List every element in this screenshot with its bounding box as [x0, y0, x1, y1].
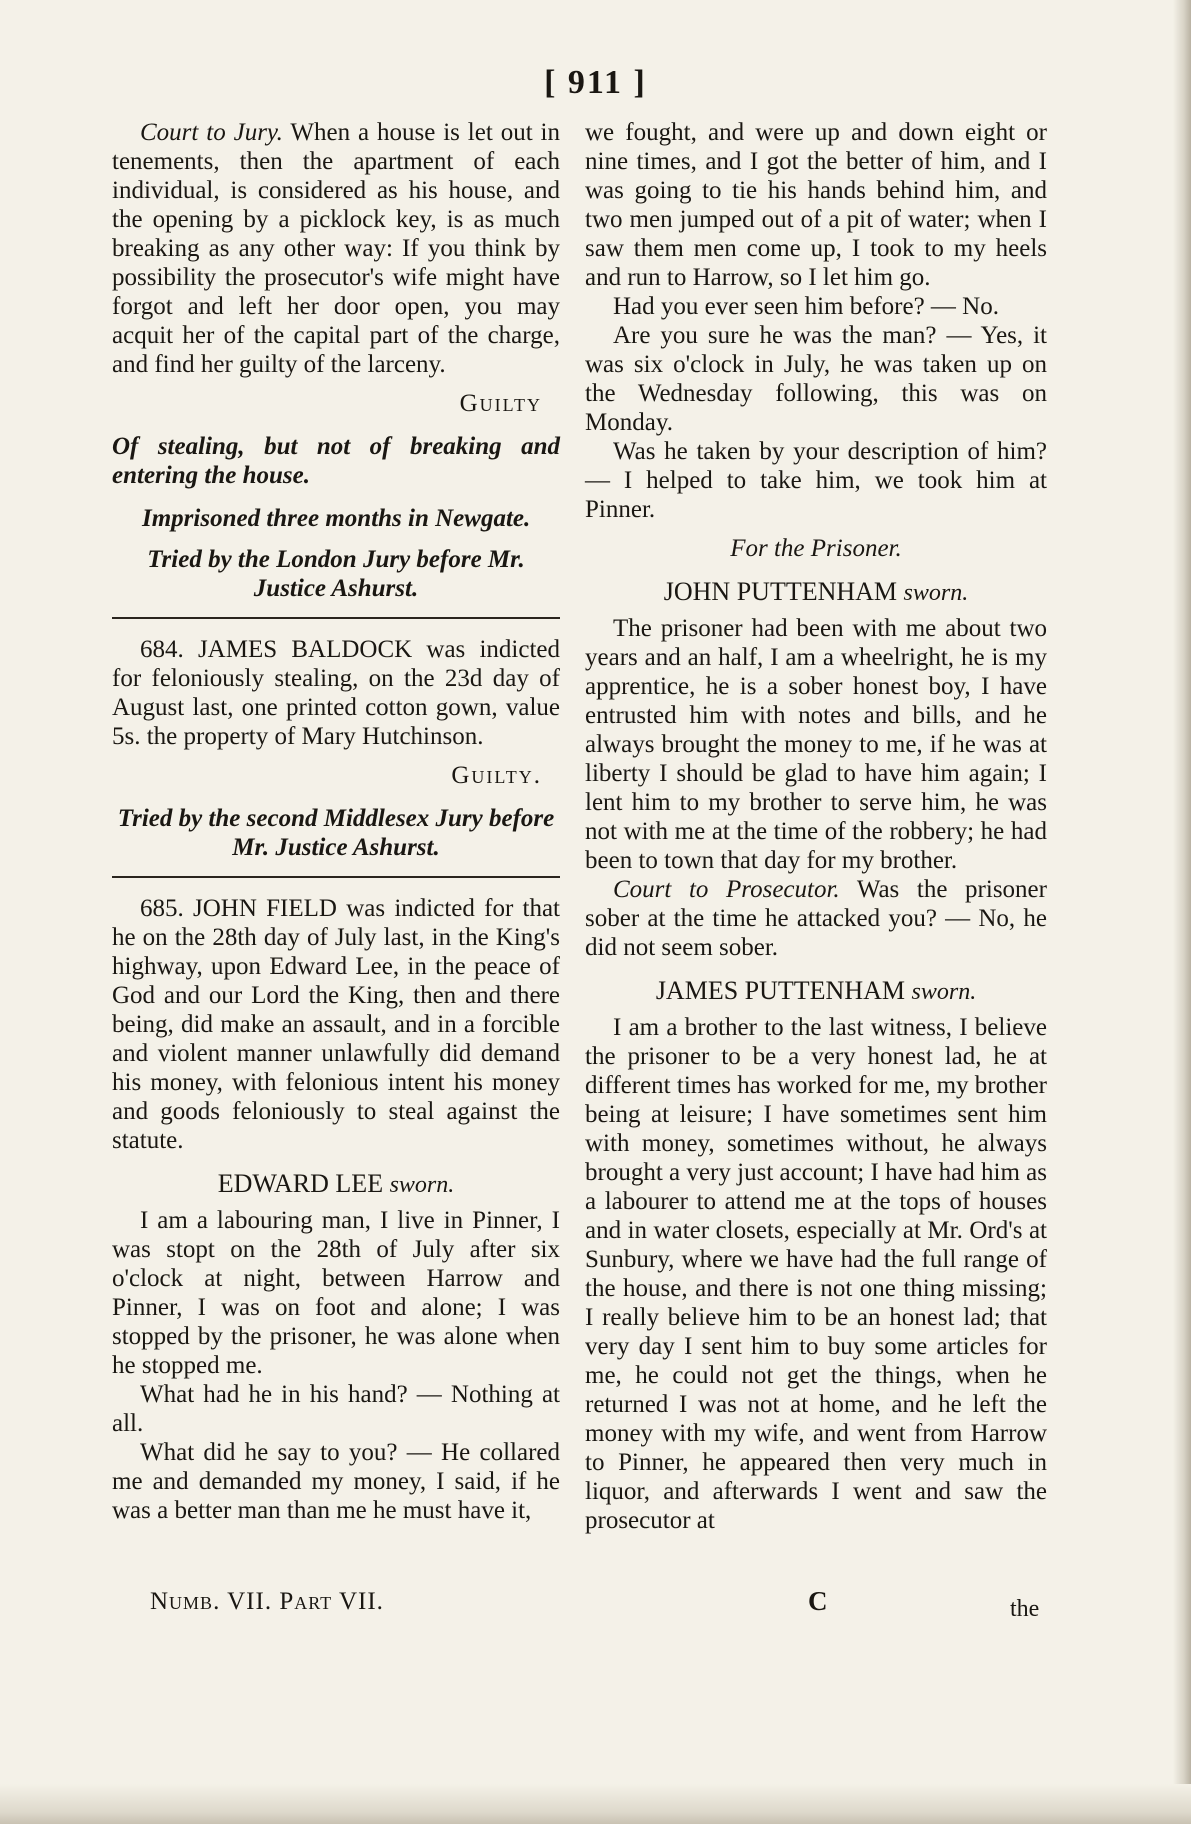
signature-mark: C [808, 1586, 828, 1616]
verdict-guilty-1: Guilty [459, 390, 542, 417]
case-684-indictment: 684. JAMES BALDOCK was indicted for feloniously stealing, on the 23d day of August last, one printed cotton gown, value 5s. the property of Mary Hutchinson. [112, 636, 560, 750]
tried-before-2-line1: Tried by the second Middlesex Jury before [117, 805, 555, 832]
witness-name: EDWARD LEE [217, 1169, 384, 1198]
witness-name: JAMES PUTTENHAM [655, 976, 905, 1005]
witness-heading-john-puttenham [585, 577, 1047, 608]
question-answer-1: What had he in his hand? — Nothing at all. [112, 1381, 560, 1437]
section-divider-1 [112, 617, 560, 619]
court-question-text: Was the prisoner sober at the time he attacked you? — No, he did not seem sober. [585, 876, 1047, 961]
testimony-edward-lee: I am a labouring man, I live in Pinner, I was stopt on the 28th of July after six o'clock at night, between Harrow and Pinner, I was on foot and alone; I was stopped by the prisoner, he was alone when he stopped me. [112, 1207, 560, 1379]
sworn-label: sworn. [911, 979, 977, 1005]
issue-footer: Numb. VII. Part VII. [150, 1588, 384, 1615]
for-the-prisoner-heading: For the Prisoner. [730, 535, 902, 562]
right-column [585, 118, 1047, 1535]
court-to-prosecutor-paragraph [585, 875, 1047, 962]
verdict-guilty-2: Guilty. [451, 762, 542, 789]
left-column [112, 118, 560, 1525]
question-answer-2: What did he say to you? — He collared me and demanded my money, I said, if he was a better man than me he must have it, [112, 1439, 560, 1524]
tried-before-2 [112, 804, 560, 862]
testimony-john-puttenham: The prisoner had been with me about two years and an half, I am a wheelright, he is my apprentice, he is a sober honest boy, I have entrusted him with notes and bills, and he always brought the money to me, if he was at liberty I should be glad to have him again; I lent him to my brother to serve him, he was not with me at the time of the robbery; he had been to town that day for my brother. [585, 615, 1047, 874]
court-charge-paragraph [112, 118, 560, 379]
sentence-text: Imprisoned three months in Newgate. [142, 505, 531, 532]
tried-before-2-line2: Mr. Justice Ashurst. [232, 834, 440, 861]
page-number: [ 911 ] [544, 64, 647, 101]
witness-name: JOHN PUTTENHAM [663, 577, 898, 606]
page-bottom-shadow [0, 1784, 1191, 1824]
tried-before-1-line2: Justice Ashurst. [253, 575, 419, 602]
tried-before-1 [112, 545, 560, 603]
sworn-label: sworn. [389, 1172, 455, 1198]
testimony-continuation: we fought, and were up and down eight or nine times, and I got the better of him, and I was going to tie his hands behind him, and two men jumped out of a pit of water; when I saw them men come up, I took to my heels and run to Harrow, so I let him go. [585, 119, 1047, 291]
court-to-jury-label: Court to Jury. [140, 119, 283, 146]
testimony-james-puttenham: I am a brother to the last witness, I believe the prisoner to be a very honest lad, he at different times has worked for me, my brother being at leisure; I have sometimes sent him with money, sometimes without, he always brought a very just account; I have had him as a labourer to attend me at the tops of houses and in water closets, especially at Mr. Ord's at Sunbury, where we have had the full range of the house, and there is not one thing missing; I really believe him to be an honest lad; that very day I sent him to buy some articles for me, he could not get the things, when he returned I was not at home, and he left the money with my wife, and went from Harrow to Pinner, he appeared then very much in liquor, and afterwards I went and saw the prosecutor at [585, 1014, 1047, 1534]
page-edge-shadow [1173, 0, 1191, 1824]
court-charge-text: When a house is let out in tenements, then the apartment of each individual, is considered as his house, and the opening by a picklock key, is as much breaking as any other way: If you think by possibility the prosecutor's wife might have forgot and left her door open, you may acquit her of the capital part of the charge, and find her guilty of the larceny. [112, 119, 560, 378]
catchword: the [1010, 1596, 1040, 1622]
tried-before-1-line1: Tried by the London Jury before Mr. [147, 546, 525, 573]
court-to-prosecutor-label: Court to Prosecutor. [613, 876, 840, 903]
witness-heading-edward-lee [112, 1169, 560, 1200]
question-answer-5: Was he taken by your description of him? — I helped to take him, we took him at Pinner. [585, 438, 1047, 523]
section-divider-2 [112, 876, 560, 878]
question-answer-4: Are you sure he was the man? — Yes, it was six o'clock in July, he was taken up on the Wednesday following, this was on Monday. [585, 322, 1047, 436]
sworn-label: sworn. [903, 580, 969, 606]
question-answer-3: Had you ever seen him before? — No. [613, 293, 999, 320]
witness-heading-james-puttenham [585, 976, 1047, 1007]
special-finding: Of stealing, but not of breaking and entering the house. [112, 433, 560, 489]
case-685-indictment: 685. JOHN FIELD was indicted for that he on the 28th day of July last, in the King's highway, upon Edward Lee, in the peace of God and our Lord the King, then and there being, did make an assault, and in a forcible and violent manner unlawfully did demand his money, with felonious intent his money and goods feloniously to steal against the statute. [112, 895, 560, 1154]
